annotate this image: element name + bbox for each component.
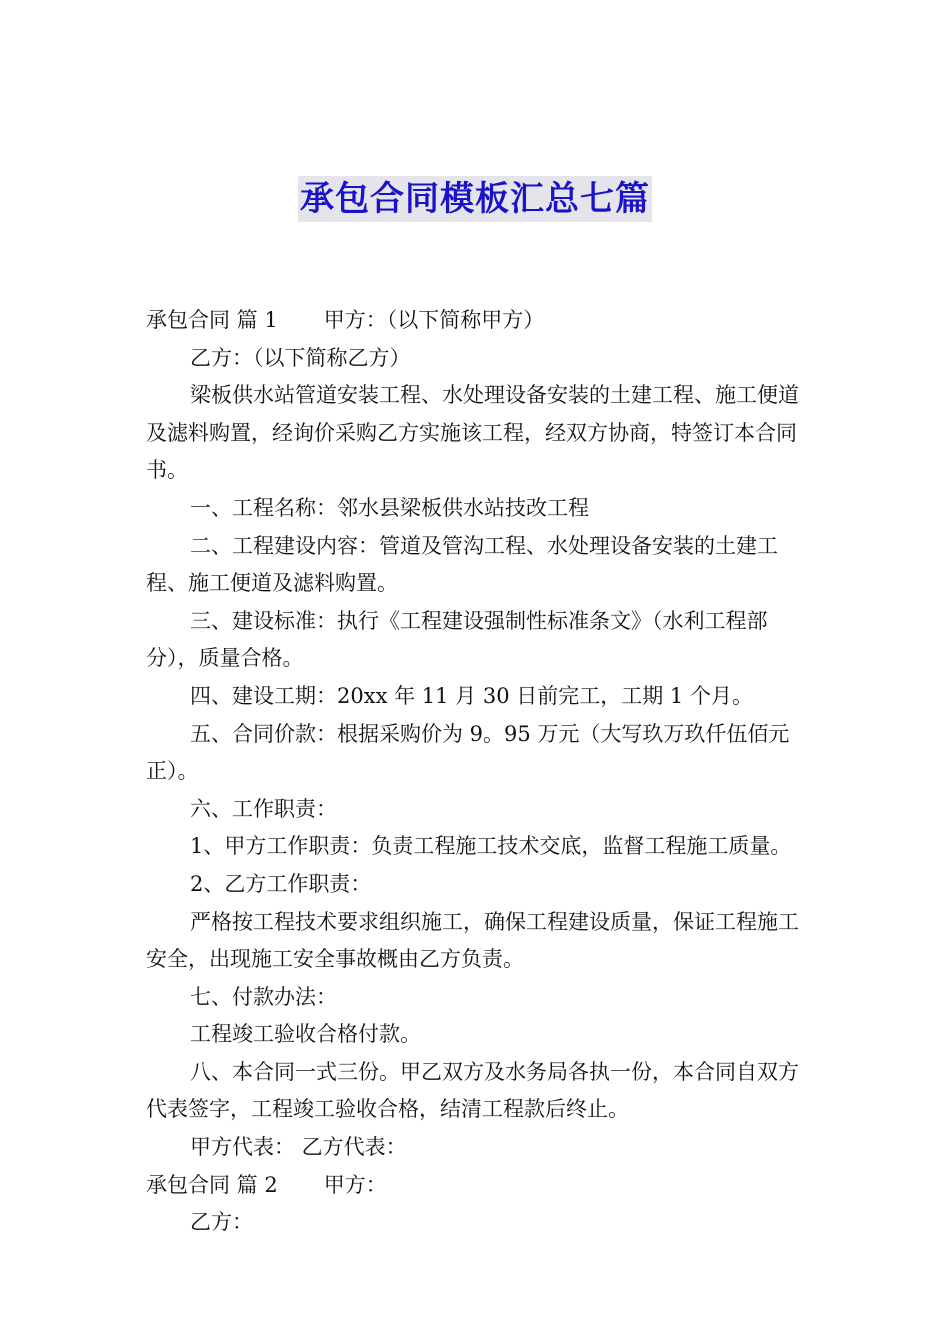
section-heading-1 (146, 302, 810, 340)
paragraph: 四、建设工期：20xx 年 11 月 30 日前完工，工期 1 个月。 (190, 683, 753, 708)
paragraph: 二、工程建设内容：管道及管沟工程、水处理设备安装的土建工程、施工便道及滤料购置。 (146, 533, 778, 596)
document-body (146, 302, 810, 1242)
paragraph: 2、乙方工作职责： (190, 871, 372, 896)
party-a-line: 甲方： (323, 1172, 387, 1197)
document-title: 承包合同模板汇总七篇 (298, 176, 652, 222)
party-a-line: 甲方：（以下简称甲方） (323, 308, 545, 332)
title-block (0, 176, 950, 222)
paragraph: 六、工作职责： (190, 796, 337, 821)
paragraph: 严格按工程技术要求组织施工，确保工程建设质量，保证工程施工安全，出现施工安全事故概由乙方负责。 (146, 909, 799, 972)
paragraph: 甲方代表： 乙方代表： (190, 1135, 407, 1160)
paragraph: 梁板供水站管道安装工程、水处理设备安装的土建工程、施工便道及滤料购置，经询价采购乙方实施该工程，经双方协商，特签订本合同书。 (146, 383, 799, 483)
paragraph: 乙方：（以下简称乙方） (190, 345, 411, 370)
section-label: 承包合同 篇 1 (146, 308, 278, 332)
paragraph: 五、合同价款：根据采购价为 9。95 万元（大写玖万玖仟伍佰元正）。 (146, 721, 790, 784)
paragraph: 一、工程名称：邻水县梁板供水站技改工程 (190, 495, 589, 520)
paragraph: 七、付款办法： (190, 984, 337, 1009)
paragraph: 乙方： (190, 1210, 253, 1235)
paragraph: 1、甲方工作职责：负责工程施工技术交底，监督工程施工质量。 (190, 834, 792, 859)
section-label: 承包合同 篇 2 (146, 1172, 278, 1197)
paragraph: 工程竣工验收合格付款。 (190, 1022, 421, 1047)
paragraph: 三、建设标准：执行《工程建设强制性标准条文》（水利工程部分），质量合格。 (146, 608, 768, 671)
paragraph: 八、本合同一式三份。甲乙双方及水务局各执一份，本合同自双方代表签字，工程竣工验收合格，结清工程款后终止。 (146, 1059, 799, 1122)
section-heading-2 (146, 1167, 810, 1205)
